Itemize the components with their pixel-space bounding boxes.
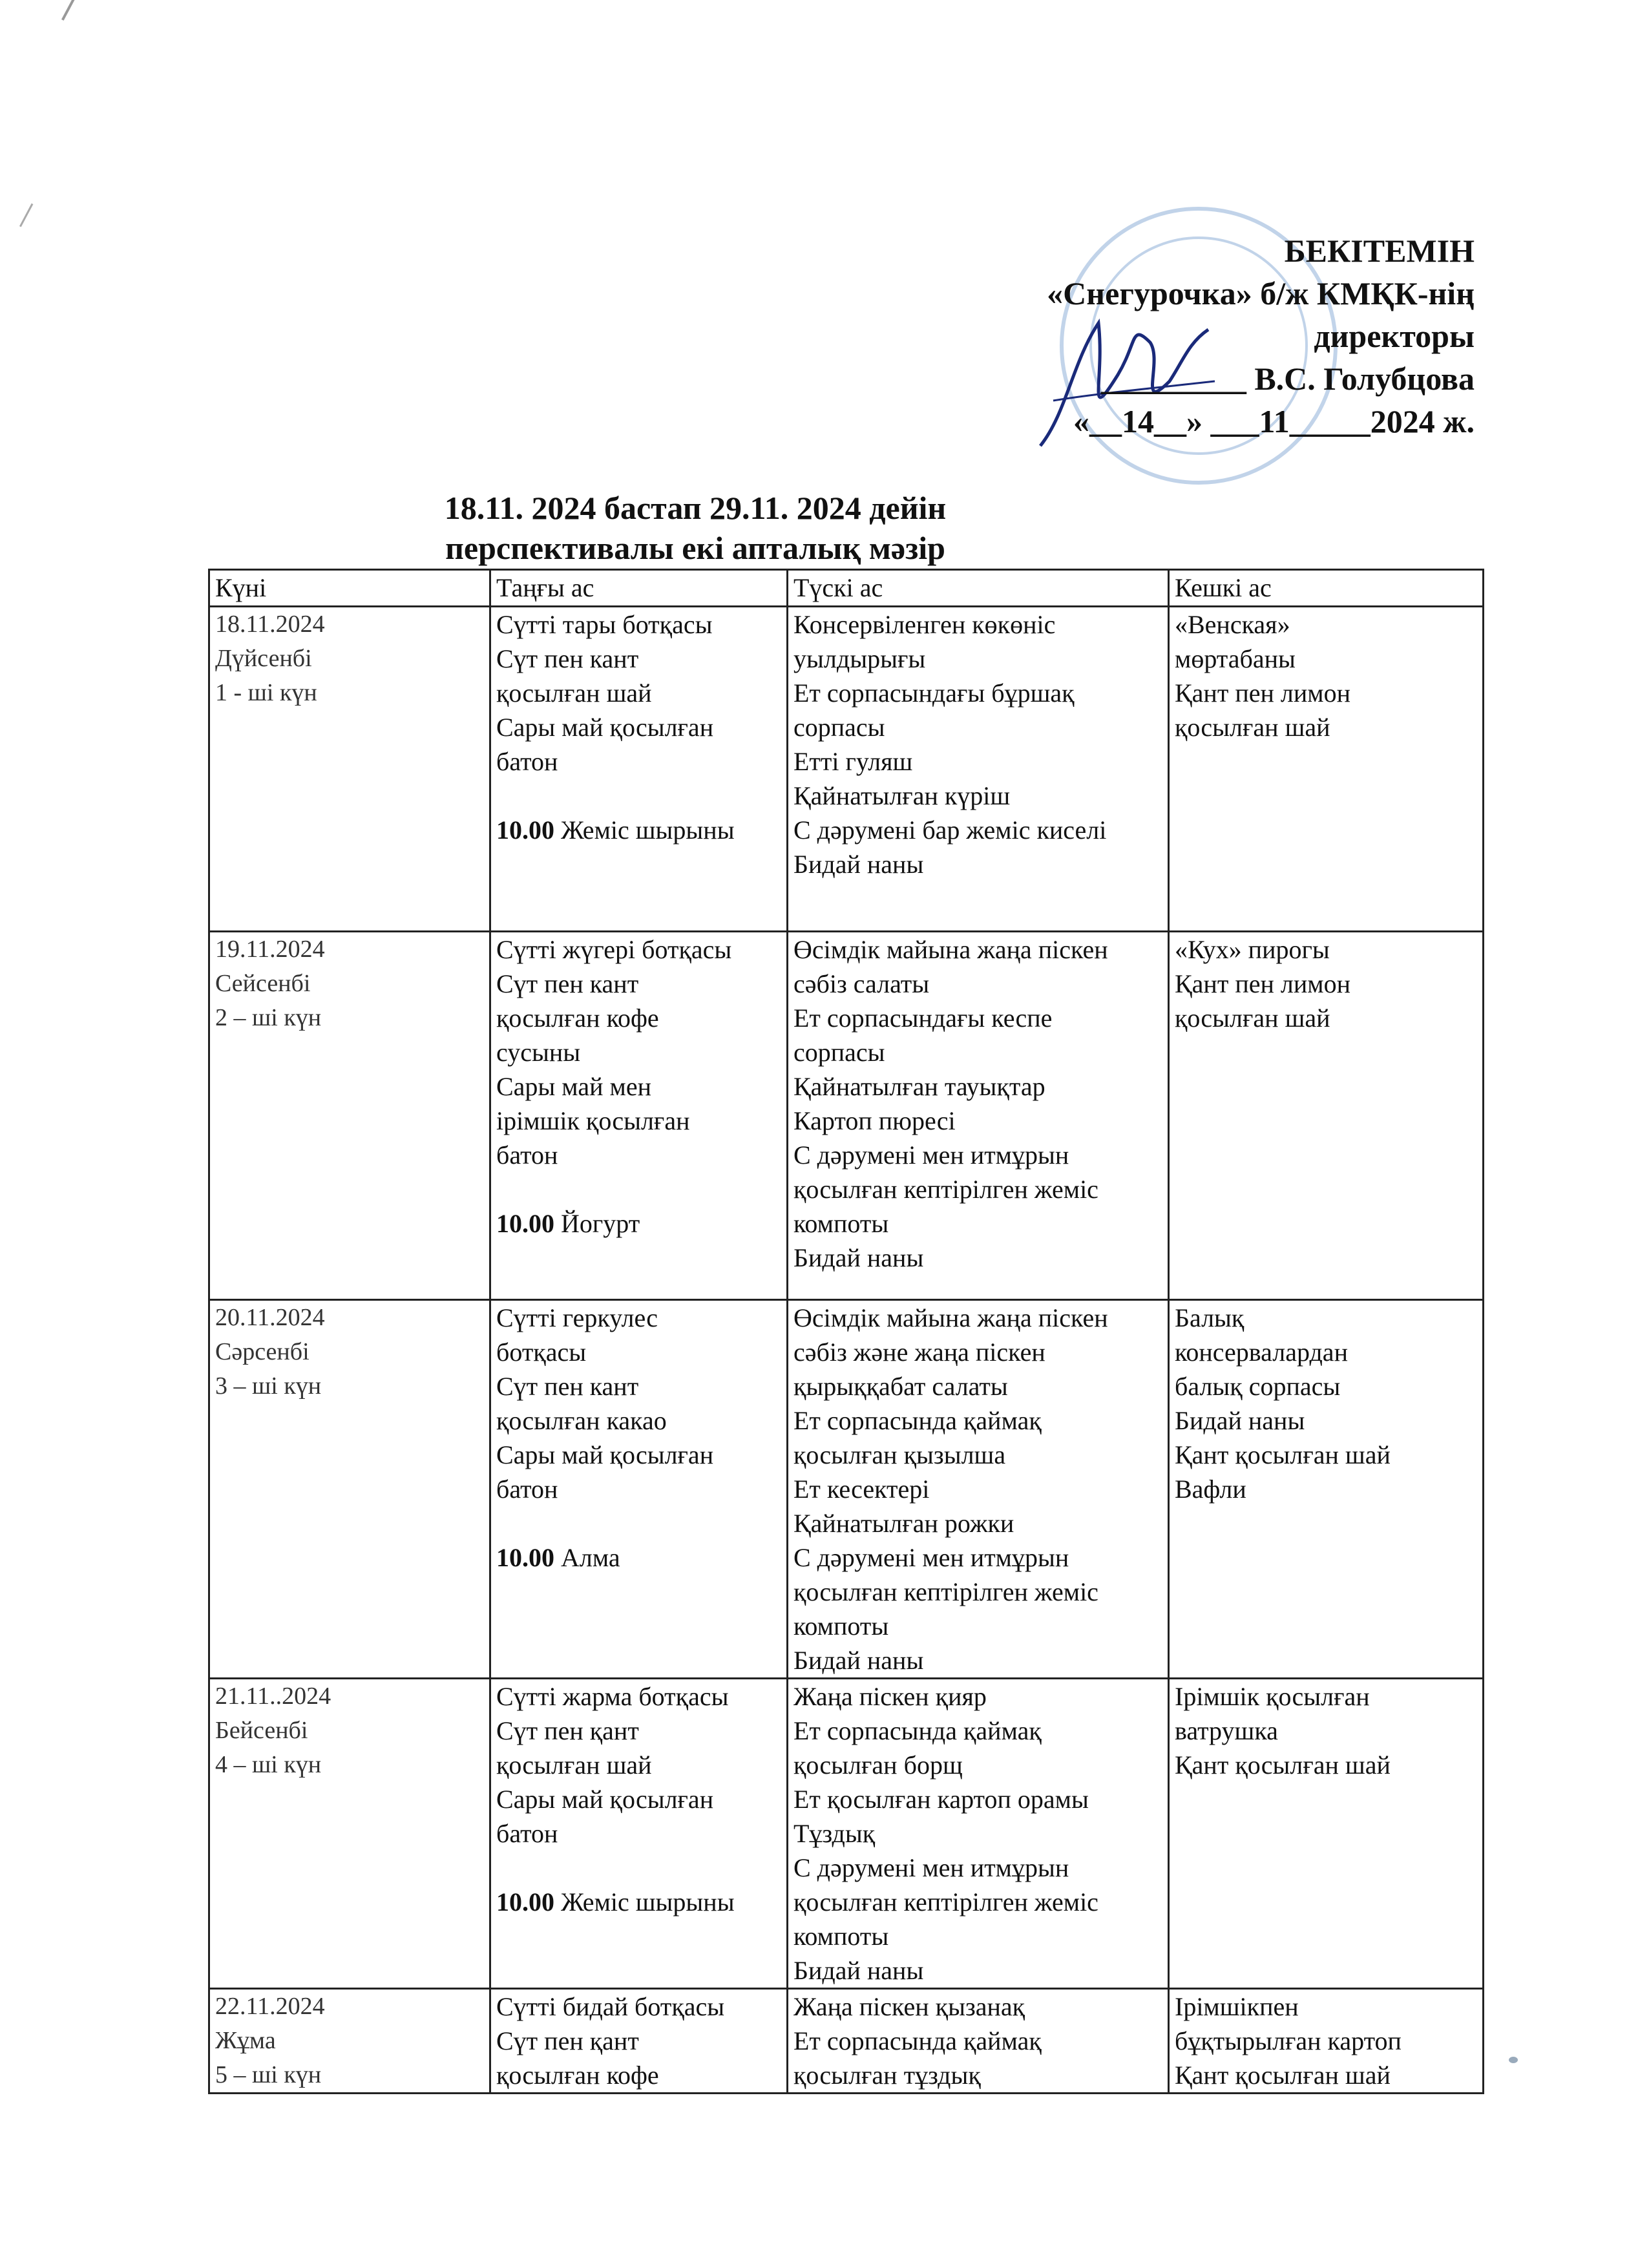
dinner-item: Вафли bbox=[1175, 1475, 1246, 1504]
snack-name: Алма bbox=[554, 1543, 620, 1572]
header-day: Күні bbox=[209, 570, 490, 607]
table-row bbox=[209, 1679, 1484, 1989]
dinner-item: Қант қосылған шай bbox=[1175, 1440, 1391, 1469]
lunch-item: С дәрумені мен итмұрын bbox=[793, 1853, 1069, 1882]
table-row bbox=[209, 932, 1484, 1300]
table-header-row bbox=[209, 570, 1484, 607]
day-cell bbox=[209, 1989, 490, 2094]
lunch-item: Бидай наны bbox=[793, 1956, 924, 1985]
lunch-item: Консервіленген көкөніс bbox=[793, 610, 1056, 639]
dinner-item: Қант қосылған шай bbox=[1175, 1750, 1391, 1780]
breakfast-cell bbox=[490, 1300, 788, 1679]
day-cell bbox=[209, 1300, 490, 1679]
breakfast-item: Сүтті жарма ботқасы bbox=[496, 1682, 729, 1711]
breakfast-item: Сүт пен кант bbox=[496, 969, 639, 998]
breakfast-item: Сары май қосылған bbox=[496, 1440, 714, 1469]
snack-name: Жеміс шырыны bbox=[554, 1887, 735, 1916]
scan-artifact-line bbox=[19, 204, 33, 227]
lunch-item: сәбіз және жаңа піскен bbox=[793, 1338, 1045, 1367]
dinner-item: «Кух» пирогы bbox=[1175, 935, 1330, 964]
breakfast-item: қосылған какао bbox=[496, 1406, 667, 1435]
lunch-item: Өсімдік майына жаңа піскен bbox=[793, 1303, 1108, 1332]
day-number: 4 – ші күн bbox=[215, 1751, 322, 1778]
lunch-item: Ет кесектері bbox=[793, 1475, 930, 1504]
menu-table bbox=[208, 569, 1484, 2094]
breakfast-item: батон bbox=[496, 1475, 558, 1504]
lunch-item: компоты bbox=[793, 1612, 889, 1641]
lunch-item: Бидай наны bbox=[793, 1646, 924, 1675]
breakfast-item: ірімшік қосылған bbox=[496, 1106, 690, 1135]
day-number: 2 – ші күн bbox=[215, 1004, 322, 1031]
lunch-item: Етті гуляш bbox=[793, 747, 913, 776]
header-breakfast: Таңғы ас bbox=[490, 570, 788, 607]
lunch-item: компоты bbox=[793, 1209, 889, 1238]
snack-item bbox=[496, 813, 781, 847]
dinner-item: Қант қосылған шай bbox=[1175, 2061, 1391, 2090]
snack-time: 10.00 bbox=[496, 1209, 554, 1238]
document-title bbox=[0, 488, 1649, 568]
day-weekday: Сейсенбі bbox=[215, 970, 311, 997]
approval-date: «__14__» ___11_____2024 ж. bbox=[1073, 403, 1475, 439]
lunch-item: қосылған кептірілген жеміс bbox=[793, 1175, 1098, 1204]
lunch-item: Бидай наны bbox=[793, 850, 924, 879]
approval-heading: БЕКІТЕМІН bbox=[1284, 233, 1475, 269]
breakfast-item: қосылған шай bbox=[496, 1750, 652, 1780]
lunch-cell bbox=[788, 607, 1169, 932]
lunch-item: Бидай наны bbox=[793, 1243, 924, 1272]
day-weekday: Дүйсенбі bbox=[215, 645, 312, 672]
approval-block bbox=[828, 229, 1475, 443]
dinner-item: Қант пен лимон bbox=[1175, 969, 1350, 998]
dinner-item: Ірімшік қосылған bbox=[1175, 1682, 1370, 1711]
approval-position: директоры bbox=[1314, 318, 1475, 354]
breakfast-item: қосылған кофе bbox=[496, 1003, 659, 1033]
approval-signatory: _________ В.С. Голубцова bbox=[1100, 361, 1475, 397]
table-row bbox=[209, 607, 1484, 932]
breakfast-cell bbox=[490, 1989, 788, 2094]
lunch-item: сорпасы bbox=[793, 1038, 885, 1067]
lunch-item: С дәрумені мен итмұрын bbox=[793, 1543, 1069, 1572]
breakfast-cell bbox=[490, 932, 788, 1300]
lunch-item: С дәрумені мен итмұрын bbox=[793, 1140, 1069, 1170]
day-number: 1 - ші күн bbox=[215, 679, 317, 706]
table-row bbox=[209, 1300, 1484, 1679]
dinner-cell bbox=[1169, 607, 1484, 932]
lunch-item: Ет сорпасында қаймақ bbox=[793, 1716, 1042, 1745]
breakfast-item: Сүт пен қант bbox=[496, 1716, 639, 1745]
lunch-item: Ет сорпасында қаймақ bbox=[793, 1406, 1042, 1435]
dinner-item: қосылған шай bbox=[1175, 1003, 1330, 1033]
day-weekday: Сәрсенбі bbox=[215, 1338, 310, 1365]
dinner-item: «Венская» bbox=[1175, 610, 1290, 639]
breakfast-cell bbox=[490, 607, 788, 932]
breakfast-item: батон bbox=[496, 1819, 558, 1848]
table-row bbox=[209, 1989, 1484, 2094]
lunch-item: қосылған кептірілген жеміс bbox=[793, 1577, 1098, 1606]
title-period: 18.11. 2024 бастап 29.11. 2024 дейін bbox=[444, 490, 947, 526]
day-weekday: Жұма bbox=[215, 2027, 276, 2054]
snack-name: Йогурт bbox=[554, 1209, 640, 1238]
breakfast-item: қосылған кофе bbox=[496, 2061, 659, 2090]
lunch-cell bbox=[788, 1300, 1169, 1679]
lunch-item: компоты bbox=[793, 1922, 889, 1951]
day-date: 18.11.2024 bbox=[215, 611, 325, 638]
lunch-item: Қайнатылған рожки bbox=[793, 1509, 1014, 1538]
breakfast-item: сусыны bbox=[496, 1038, 581, 1067]
snack-time: 10.00 bbox=[496, 815, 554, 845]
day-cell bbox=[209, 1679, 490, 1989]
dinner-item: қосылған шай bbox=[1175, 713, 1330, 742]
breakfast-item: Сүт пен кант bbox=[496, 644, 639, 673]
dinner-item: бұқтырылған картоп bbox=[1175, 2026, 1402, 2055]
breakfast-item: Сүтті тары ботқасы bbox=[496, 610, 713, 639]
lunch-item: қосылған кептірілген жеміс bbox=[793, 1887, 1098, 1916]
snack-time: 10.00 bbox=[496, 1543, 554, 1572]
breakfast-item: Сүт пен кант bbox=[496, 1372, 639, 1401]
lunch-item: Қайнатылған тауықтар bbox=[793, 1072, 1045, 1101]
breakfast-item: ботқасы bbox=[496, 1338, 587, 1367]
lunch-item: қырыққабат салаты bbox=[793, 1372, 1008, 1401]
breakfast-item: Сүтті геркулес bbox=[496, 1303, 658, 1332]
dinner-item: ватрушка bbox=[1175, 1716, 1278, 1745]
breakfast-item: батон bbox=[496, 1140, 558, 1170]
breakfast-item: Сары май мен bbox=[496, 1072, 651, 1101]
breakfast-item: Сары май қосылған bbox=[496, 713, 714, 742]
lunch-item: Өсімдік майына жаңа піскен bbox=[793, 935, 1108, 964]
day-cell bbox=[209, 932, 490, 1300]
dinner-cell bbox=[1169, 1989, 1484, 2094]
lunch-item: Жаңа піскен қияр bbox=[793, 1682, 987, 1711]
lunch-item: Ет сорпасындағы бұршақ bbox=[793, 678, 1075, 708]
snack-item bbox=[496, 1885, 781, 1919]
breakfast-item: қосылған шай bbox=[496, 678, 652, 708]
lunch-item: қосылған тұздық bbox=[793, 2061, 981, 2090]
dinner-item: Ірімшікпен bbox=[1175, 1992, 1299, 2021]
lunch-item: Қайнатылған күріш bbox=[793, 781, 1011, 810]
breakfast-item: Сүтті бидай ботқасы bbox=[496, 1992, 725, 2021]
day-number: 5 – ші күн bbox=[215, 2061, 322, 2088]
snack-item bbox=[496, 1206, 781, 1241]
day-number: 3 – ші күн bbox=[215, 1372, 322, 1400]
lunch-item: Тұздық bbox=[793, 1819, 876, 1848]
lunch-item: Ет сорпасындағы кеспе bbox=[793, 1003, 1053, 1033]
header-dinner: Кешкі ас bbox=[1169, 570, 1484, 607]
lunch-item: уылдырығы bbox=[793, 644, 926, 673]
scan-artifact-line bbox=[61, 0, 106, 21]
breakfast-cell bbox=[490, 1679, 788, 1989]
approval-organization: «Снегурочка» б/ж КМҚК-нің bbox=[1047, 275, 1475, 311]
dinner-item: Балық bbox=[1175, 1303, 1245, 1332]
lunch-item: Ет қосылған картоп орамы bbox=[793, 1785, 1089, 1814]
breakfast-item: батон bbox=[496, 747, 558, 776]
dinner-item: Қант пен лимон bbox=[1175, 678, 1350, 708]
lunch-cell bbox=[788, 932, 1169, 1300]
header-lunch: Түскі ас bbox=[788, 570, 1169, 607]
dinner-item: Бидай наны bbox=[1175, 1406, 1305, 1435]
dinner-cell bbox=[1169, 1300, 1484, 1679]
dinner-item: консервалардан bbox=[1175, 1338, 1348, 1367]
title-menu-name: перспективалы екі апталық мәзір bbox=[445, 530, 945, 566]
lunch-item: Жаңа піскен қызанақ bbox=[793, 1992, 1025, 2021]
dinner-item: мөртабаны bbox=[1175, 644, 1296, 673]
day-date: 19.11.2024 bbox=[215, 936, 325, 963]
breakfast-item: Сүт пен қант bbox=[496, 2026, 639, 2055]
breakfast-item: Сүтті жүгері ботқасы bbox=[496, 935, 732, 964]
day-date: 21.11..2024 bbox=[215, 1683, 331, 1710]
breakfast-item: Сары май қосылған bbox=[496, 1785, 714, 1814]
lunch-cell bbox=[788, 1989, 1169, 2094]
lunch-item: Ет сорпасында қаймақ bbox=[793, 2026, 1042, 2055]
scan-artifact-dot bbox=[1509, 2057, 1518, 2063]
snack-name: Жеміс шырыны bbox=[554, 815, 735, 845]
snack-time: 10.00 bbox=[496, 1887, 554, 1916]
day-date: 22.11.2024 bbox=[215, 1993, 325, 2020]
lunch-item: сорпасы bbox=[793, 713, 885, 742]
lunch-item: қосылған борщ bbox=[793, 1750, 963, 1780]
day-date: 20.11.2024 bbox=[215, 1304, 325, 1331]
lunch-item: Картоп пюресі bbox=[793, 1106, 956, 1135]
dinner-item: балық сорпасы bbox=[1175, 1372, 1341, 1401]
dinner-cell bbox=[1169, 932, 1484, 1300]
lunch-item: С дәрумені бар жеміс киселі bbox=[793, 815, 1107, 845]
snack-item bbox=[496, 1540, 781, 1575]
lunch-item: қосылған қызылша bbox=[793, 1440, 1006, 1469]
day-cell bbox=[209, 607, 490, 932]
day-weekday: Бейсенбі bbox=[215, 1717, 308, 1744]
lunch-item: сәбіз салаты bbox=[793, 969, 930, 998]
dinner-cell bbox=[1169, 1679, 1484, 1989]
lunch-cell bbox=[788, 1679, 1169, 1989]
